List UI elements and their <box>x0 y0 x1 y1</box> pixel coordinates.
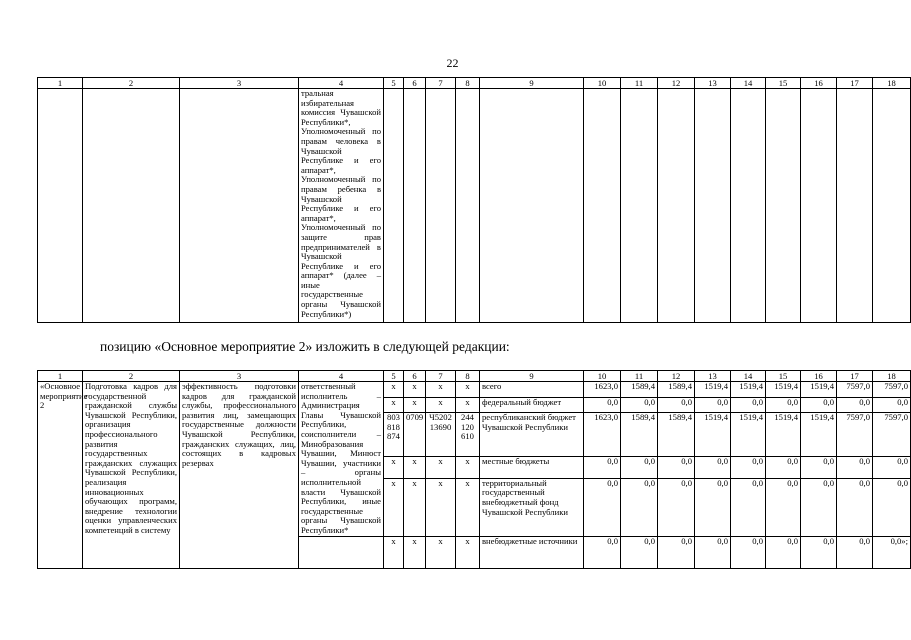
code-cell: x <box>384 382 404 398</box>
col-num: 10 <box>584 78 621 89</box>
col-num: 6 <box>404 78 426 89</box>
value-cell: 0,0 <box>801 397 837 413</box>
value-cell: 0,0 <box>658 478 695 536</box>
value-cell: 1519,4 <box>766 382 801 398</box>
col-num: 11 <box>621 78 658 89</box>
col-num: 5 <box>384 78 404 89</box>
value-cell: 0,0 <box>658 536 695 568</box>
col-num: 7 <box>426 371 456 382</box>
target-indicator-cell: эффективность подготовки кадров для гражданской службы, профессионального развития лиц, замещающих государственные должности Чувашской Республики, гражданских служащих, лиц, состоящих в кадровых резервах <box>180 382 299 569</box>
value-cell: 0,0 <box>621 456 658 478</box>
measure-description-cell: Подготовка кадров для государственной гражданской службы Чувашской Республики, организация профессионального развития государственных гражданских служащих Чувашской Республики, реализация инновационных обучающих программ, внедрение технологии оценки управленческих компетенций в систему <box>83 382 180 569</box>
col-num: 4 <box>299 78 384 89</box>
col-num: 1 <box>38 371 83 382</box>
value-cell: 0,0 <box>837 397 873 413</box>
value-cell: 0,0 <box>873 456 911 478</box>
col-num: 14 <box>731 371 766 382</box>
value-cell: 1519,4 <box>695 413 731 457</box>
funding-source-cell: внебюджетные источники <box>480 536 584 568</box>
col-num: 17 <box>837 78 873 89</box>
col-num: 15 <box>766 371 801 382</box>
value-cell: 0,0 <box>584 397 621 413</box>
participants-cell: тральная избирательная комиссия Чувашской Республики*, Уполномоченный по правам человека в Чувашской Республике и его аппарат*, Уполномоченный по правам ребенка в Чувашской Республике и его аппарат*, Уполномоченный по защите прав предпринимателей в Чувашской Республике и его аппарат* (далее – иные государственные органы Чувашской Республики*) <box>299 89 384 323</box>
col-num: 7 <box>426 78 456 89</box>
value-cell: 0,0 <box>837 536 873 568</box>
col-num: 14 <box>731 78 766 89</box>
col-num: 6 <box>404 371 426 382</box>
value-cell: 0,0 <box>801 456 837 478</box>
code-cell: x <box>456 456 480 478</box>
code-cell: x <box>384 456 404 478</box>
table-cell <box>384 89 404 323</box>
value-cell: 0,0 <box>766 397 801 413</box>
value-cell: 1589,4 <box>658 382 695 398</box>
code-cell: 803 818 874 <box>384 413 404 457</box>
value-cell: 0,0 <box>695 456 731 478</box>
value-cell: 0,0 <box>695 536 731 568</box>
value-cell: 1519,4 <box>801 413 837 457</box>
code-cell: 0709 <box>404 413 426 457</box>
col-num: 13 <box>695 371 731 382</box>
value-cell: 0,0 <box>731 456 766 478</box>
value-cell: 1519,4 <box>801 382 837 398</box>
value-cell: 0,0 <box>695 397 731 413</box>
col-num: 11 <box>621 371 658 382</box>
col-num: 10 <box>584 371 621 382</box>
code-cell: 244 120 610 <box>456 413 480 457</box>
col-num: 17 <box>837 371 873 382</box>
table-cell <box>731 89 766 323</box>
value-cell: 1623,0 <box>584 413 621 457</box>
col-num: 18 <box>873 371 911 382</box>
col-num: 9 <box>480 78 584 89</box>
col-num: 2 <box>83 78 180 89</box>
code-cell: x <box>456 397 480 413</box>
code-cell: x <box>384 397 404 413</box>
code-cell: x <box>404 397 426 413</box>
responsible-executor-cell: ответственный исполнитель – Администрация Главы Чувашской Республики, соисполнители – Минобразования Чувашии, Минюст Чувашии, участники – органы исполнительной власти Чувашской Республики, иные государственные органы Чувашской Республики* <box>299 382 384 537</box>
col-num: 1 <box>38 78 83 89</box>
measure-name-cell: «Основное мероприятие 2 <box>38 382 83 569</box>
column-number-row <box>38 371 911 382</box>
code-cell: x <box>426 397 456 413</box>
col-num: 13 <box>695 78 731 89</box>
table-cell <box>404 89 426 323</box>
table-cell <box>426 89 456 323</box>
col-num: 18 <box>873 78 911 89</box>
value-cell: 1519,4 <box>695 382 731 398</box>
value-cell: 0,0 <box>621 536 658 568</box>
value-cell: 0,0 <box>621 397 658 413</box>
code-cell: x <box>426 478 456 536</box>
value-cell: 7597,0 <box>837 413 873 457</box>
code-cell: x <box>456 382 480 398</box>
col-num: 5 <box>384 371 404 382</box>
top-table <box>37 77 911 323</box>
value-cell: 0,0 <box>658 456 695 478</box>
table-cell <box>658 89 695 323</box>
value-cell: 0,0 <box>837 456 873 478</box>
value-cell: 1589,4 <box>621 382 658 398</box>
table-cell <box>83 89 180 323</box>
value-cell: 1589,4 <box>658 413 695 457</box>
table-cell <box>621 89 658 323</box>
value-cell: 1589,4 <box>621 413 658 457</box>
col-num: 2 <box>83 371 180 382</box>
code-cell: x <box>404 382 426 398</box>
table-cell <box>584 89 621 323</box>
value-cell: 1519,4 <box>731 413 766 457</box>
code-cell: x <box>426 536 456 568</box>
value-cell: 0,0 <box>584 536 621 568</box>
col-num: 3 <box>180 78 299 89</box>
value-cell: 0,0»; <box>873 536 911 568</box>
table-cell <box>456 89 480 323</box>
col-num: 15 <box>766 78 801 89</box>
table-row <box>38 382 911 398</box>
bottom-table <box>37 370 911 569</box>
col-num: 16 <box>801 371 837 382</box>
value-cell: 1623,0 <box>584 382 621 398</box>
value-cell: 0,0 <box>837 478 873 536</box>
code-cell: x <box>404 478 426 536</box>
value-cell: 0,0 <box>873 478 911 536</box>
code-cell: x <box>384 536 404 568</box>
page-number: 22 <box>446 56 459 70</box>
value-cell: 0,0 <box>801 536 837 568</box>
value-cell: 0,0 <box>801 478 837 536</box>
table-cell <box>38 89 83 323</box>
code-cell: x <box>456 478 480 536</box>
table-cell <box>766 89 801 323</box>
value-cell: 7597,0 <box>873 382 911 398</box>
value-cell: 0,0 <box>766 456 801 478</box>
table-cell <box>695 89 731 323</box>
table-cell <box>180 89 299 323</box>
col-num: 3 <box>180 371 299 382</box>
code-cell: x <box>426 456 456 478</box>
column-number-row <box>38 78 911 89</box>
col-num: 12 <box>658 78 695 89</box>
funding-source-cell: территориальный государственный внебюджетный фонд Чувашской Республики <box>480 478 584 536</box>
code-cell: x <box>426 382 456 398</box>
col-num: 12 <box>658 371 695 382</box>
value-cell: 0,0 <box>766 478 801 536</box>
value-cell: 0,0 <box>731 397 766 413</box>
value-cell: 0,0 <box>731 536 766 568</box>
value-cell: 0,0 <box>584 456 621 478</box>
code-cell: x <box>404 456 426 478</box>
table-cell <box>873 89 911 323</box>
value-cell: 1519,4 <box>731 382 766 398</box>
code-cell: x <box>456 536 480 568</box>
table-cell <box>837 89 873 323</box>
funding-source-cell: республиканский бюджет Чувашской Республики <box>480 413 584 457</box>
table-cell <box>299 536 384 568</box>
funding-source-cell: федеральный бюджет <box>480 397 584 413</box>
value-cell: 0,0 <box>584 478 621 536</box>
table-row <box>38 89 911 323</box>
code-cell: x <box>384 478 404 536</box>
code-cell: x <box>404 536 426 568</box>
funding-source-cell: местные бюджеты <box>480 456 584 478</box>
table-cell <box>480 89 584 323</box>
value-cell: 0,0 <box>873 397 911 413</box>
funding-source-cell: всего <box>480 382 584 398</box>
col-num: 9 <box>480 371 584 382</box>
col-num: 8 <box>456 78 480 89</box>
value-cell: 0,0 <box>695 478 731 536</box>
table-cell <box>801 89 837 323</box>
code-cell: Ч5202 13690 <box>426 413 456 457</box>
value-cell: 7597,0 <box>873 413 911 457</box>
col-num: 16 <box>801 78 837 89</box>
value-cell: 0,0 <box>621 478 658 536</box>
value-cell: 7597,0 <box>837 382 873 398</box>
value-cell: 0,0 <box>731 478 766 536</box>
value-cell: 1519,4 <box>766 413 801 457</box>
col-num: 4 <box>299 371 384 382</box>
amendment-caption: позицию «Основное мероприятие 2» изложить в следующей редакции: <box>100 339 510 354</box>
value-cell: 0,0 <box>658 397 695 413</box>
col-num: 8 <box>456 371 480 382</box>
value-cell: 0,0 <box>766 536 801 568</box>
